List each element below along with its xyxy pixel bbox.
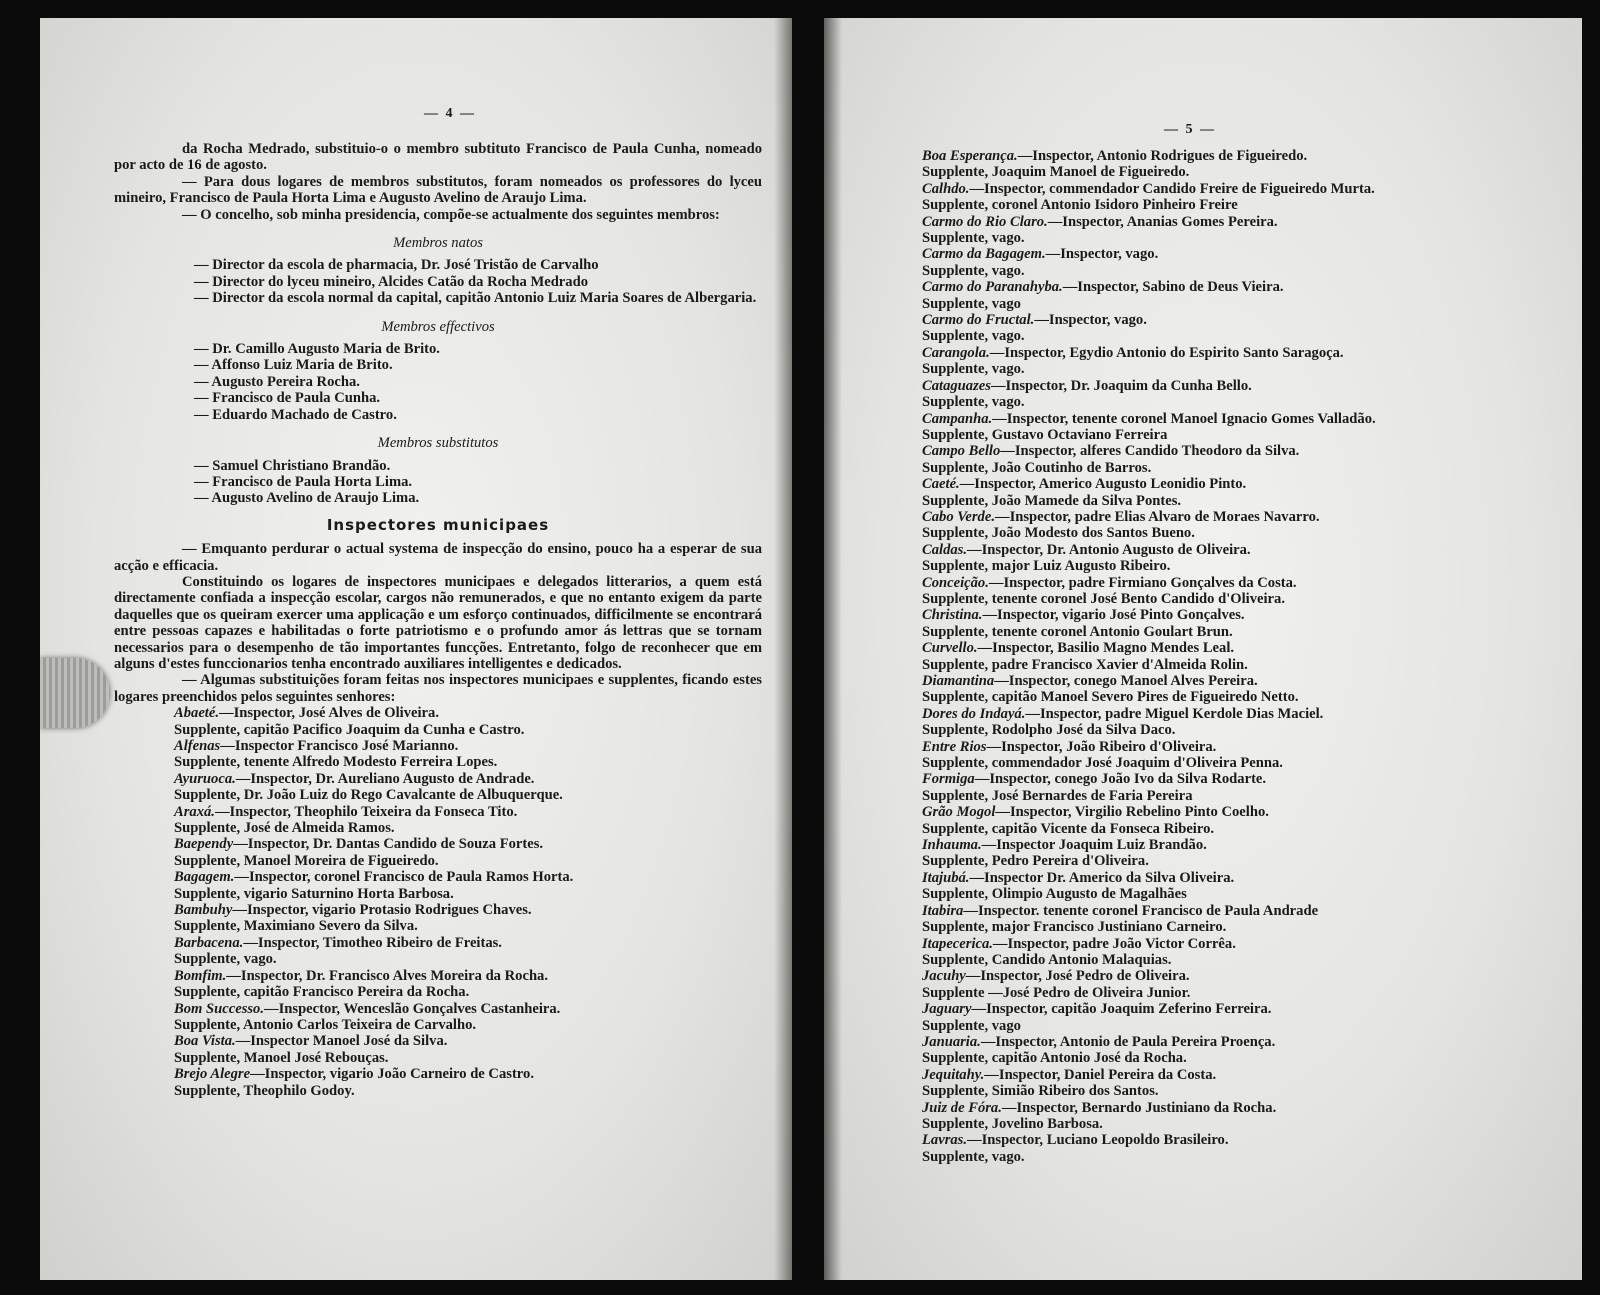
entry-text: Supplente, commendador José Joaquim d'Oliveira Penna. [922, 755, 1283, 772]
municipality-name: Januaria. [922, 1033, 981, 1050]
page-gutter-shadow [824, 18, 842, 1280]
municipality-name: Formiga [922, 771, 975, 788]
municipality-name: Calhdo. [922, 180, 970, 197]
entry-text: Supplente, Manoel Moreira de Figueiredo. [174, 852, 439, 869]
entry-text: —Inspector, Antonio de Paula Pereira Proença. [980, 1033, 1276, 1050]
list-item [922, 706, 1542, 722]
list-item [922, 1100, 1542, 1116]
list-item [922, 886, 1542, 902]
municipality-name: Brejo Alegre [174, 1066, 251, 1083]
list-item [922, 689, 1542, 705]
list-item [174, 902, 762, 918]
entry-text: —Inspector, conego Manoel Alves Pereira. [994, 673, 1258, 689]
list-item [174, 754, 762, 770]
entry-text: —Inspector, Americo Augusto Leonidio Pinto. [959, 476, 1247, 493]
entry-text: Supplente, Antonio Carlos Teixeira de Carvalho. [174, 1016, 477, 1033]
list-item [922, 1149, 1542, 1165]
list-item [922, 804, 1542, 820]
municipality-name: Carmo do Fructal. [922, 312, 1035, 329]
list-item [922, 214, 1542, 230]
list-item [922, 460, 1542, 476]
list-item [922, 722, 1542, 738]
municipality-name: Itapecerica. [922, 935, 993, 952]
list-item [174, 984, 762, 1000]
list-item [174, 951, 762, 967]
entry-text: Supplente, capitão Francisco Pereira da Rocha. [174, 984, 470, 1001]
municipality-name: Bambuhy [174, 902, 233, 919]
left-page [40, 18, 792, 1280]
right-text-block [922, 148, 1542, 1165]
entry-text: Supplente, Theophilo Godoy. [174, 1082, 355, 1099]
list-item [922, 1083, 1542, 1099]
entry-text: Supplente, vago. [922, 1148, 1025, 1165]
municipality-name: Abaeté. [174, 705, 219, 722]
entry-text: —Inspector, coronel Francisco de Paula Ramos Horta. [234, 869, 574, 886]
entry-text: Supplente, Pedro Pereira d'Oliveira. [922, 853, 1149, 870]
municipality-name: Itabira [922, 902, 964, 919]
entry-text: —Inspector, vago. [1045, 246, 1159, 263]
entry-text: Supplente, vago. [922, 361, 1025, 378]
municipality-name: Dores do Indayá. [922, 705, 1026, 722]
member-item: — Director da escola normal da capital, capitão Antonio Luiz Maria Soares de Albergaria. [194, 290, 757, 307]
list-item [922, 542, 1542, 558]
member-item: — Francisco de Paula Horta Lima. [194, 473, 413, 490]
list-item [922, 788, 1542, 804]
list-item [174, 935, 762, 951]
list-item [922, 443, 1542, 459]
page-gutter-shadow [774, 18, 792, 1280]
entry-text: —Inspector, padre Miguel Kerdole Dias Maciel. [1025, 705, 1324, 722]
entry-text: Supplente, José Bernardes de Faria Pereira [922, 787, 1193, 804]
entry-text: —Inspector, Ananias Gomes Pereira. [1047, 213, 1278, 230]
entry-text: Supplente, major Francisco Justiniano Carneiro. [922, 919, 1227, 936]
member-item: — Augusto Avelino de Araujo Lima. [194, 490, 420, 507]
municipality-name: Boa Esperança. [922, 148, 1018, 164]
municipality-name: Cataguazes [922, 377, 991, 394]
page-number: — 5 — [1164, 122, 1216, 137]
list-item [922, 1018, 1542, 1034]
paragraph: — Para dous logares de membros substitutos, foram nomeados os professores do lyceu mineiro, Francisco de Paula Horta Lima e Augusto Avelino de Araujo Lima. [114, 173, 762, 207]
list-item [922, 509, 1542, 525]
entry-text: Supplente, coronel Antonio Isidoro Pinheiro Freire [922, 197, 1238, 214]
entry-text: Supplente, Rodolpho José da Silva Daco. [922, 722, 1176, 739]
entry-text: Supplente, capitão Pacifico Joaquim da Cunha e Castro. [174, 721, 525, 738]
list-item [922, 296, 1542, 312]
list-item [174, 787, 762, 803]
entry-text: —Inspector, Wenceslão Gonçalves Castanheira. [264, 1000, 561, 1017]
list-item [922, 476, 1542, 492]
list-item [174, 918, 762, 934]
list-item [922, 853, 1542, 869]
entry-text: —Inspector, padre João Victor Corrêa. [992, 935, 1236, 952]
list-item [922, 279, 1542, 295]
list-item [922, 411, 1542, 427]
list-item [174, 1066, 762, 1082]
list-item [922, 246, 1542, 262]
inspectores-paragraphs [114, 541, 762, 705]
list-item [922, 312, 1542, 328]
municipality-name: Carmo do Rio Claro. [922, 213, 1048, 230]
municipality-name: Campo Bello [922, 443, 1001, 460]
municipality-name: Carangola. [922, 344, 990, 361]
paragraph: Constituindo os logares de inspectores municipaes e delegados litterarios, a quem está directamente confiada a inspecção escolar, cargos não remunerados, e que no entanto exigem da parte daquelles que os queiram exercer uma applicação e um esforço continuados, difficilmente se encontrará entre pessoas capazes e habilitadas o forte patriotismo e o profundo amor ás lettras que se tornam necessarios para o desempenho de tão importantes funcções. Entretanto, folgo de reconhecer que em alguns d'estes funccionarios tenha encontrado auxiliares intelligentes e dedicados. [114, 573, 762, 672]
list-item [922, 1050, 1542, 1066]
list-item [922, 493, 1542, 509]
list-item [922, 640, 1542, 656]
list-item [174, 705, 762, 721]
municipality-name: Caeté. [922, 476, 960, 493]
entry-text: Supplente, vago. [922, 230, 1025, 247]
municipality-name: Caldas. [922, 541, 968, 558]
entry-text: Supplente, Candido Antonio Malaquias. [922, 951, 1172, 968]
list-item [922, 1116, 1542, 1132]
list-item [922, 985, 1542, 1001]
entry-text: —Inspector, Basilio Magno Mendes Leal. [977, 640, 1235, 657]
entry-text: —Inspector, Dr. Francisco Alves Moreira da Rocha. [226, 967, 549, 984]
entry-text: —Inspector, Timotheo Ribeiro de Freitas. [243, 934, 502, 951]
entry-text: Supplente, capitão Vicente da Fonseca Ribeiro. [922, 820, 1215, 837]
list-item [174, 804, 762, 820]
entry-text: —Inspector, vago. [1034, 312, 1147, 329]
list-item [922, 558, 1542, 574]
member-item: — Eduardo Machado de Castro. [194, 406, 397, 423]
list-item [922, 575, 1542, 591]
municipality-name: Cabo Verde. [922, 508, 995, 525]
entry-text: Supplente, Manoel José Rebouças. [174, 1049, 389, 1066]
entry-text: —Inspector, Sabino de Deus Vieira. [1062, 279, 1284, 296]
entry-text: Supplente, José de Almeida Ramos. [174, 820, 395, 837]
municipality-name: Araxá. [174, 803, 215, 820]
municipality-name: Diamantina [922, 673, 995, 689]
entry-text: —Inspector, Antonio Rodrigues de Figueiredo. [1017, 148, 1308, 164]
intro-paragraphs [114, 141, 762, 223]
entry-text: Supplente —José Pedro de Oliveira Junior. [922, 984, 1191, 1001]
section-heading: Inspectores municipaes [326, 515, 550, 534]
list-item [922, 919, 1542, 935]
list-item [174, 836, 762, 852]
member-item: — Francisco de Paula Cunha. [194, 390, 381, 407]
entry-text: Supplente, tenente Alfredo Modesto Ferreira Lopes. [174, 754, 498, 771]
municipality-name: Juiz de Fóra. [922, 1099, 1002, 1116]
entry-text: —Inspector, Theophilo Teixeira da Fonseca Tito. [214, 803, 518, 820]
municipality-name: Campanha. [922, 410, 993, 427]
list-item [922, 181, 1542, 197]
list-item [922, 771, 1542, 787]
entry-text: Supplente, major Luiz Augusto Ribeiro. [922, 558, 1171, 575]
list-item [174, 886, 762, 902]
list-item [174, 1001, 762, 1017]
entry-text: —Inspector, vigario Protasio Rodrigues Chaves. [232, 902, 532, 919]
list-item [922, 952, 1542, 968]
membros-natos-list [114, 257, 762, 306]
entry-text: —Inspector Francisco José Marianno. [220, 738, 459, 754]
entry-text: Supplente, Simião Ribeiro dos Santos. [922, 1083, 1159, 1100]
municipality-name: Grão Mogol [922, 804, 996, 821]
entry-text: —Inspector Dr. Americo da Silva Oliveira. [969, 869, 1235, 886]
municipality-name: Christina. [922, 607, 983, 624]
list-item [922, 1034, 1542, 1050]
list-item [922, 361, 1542, 377]
municipality-name: Jaguary [922, 1001, 972, 1018]
entry-text: Supplente, vago [922, 1017, 1021, 1034]
entry-text: —Inspector Joaquim Luiz Brandão. [981, 837, 1207, 854]
entry-text: —Inspector, Dr. Aureliano Augusto de Andrade. [235, 770, 535, 787]
left-text-block [114, 141, 762, 1099]
list-item [174, 1083, 762, 1099]
municipality-name: Ayuruoca. [174, 770, 236, 787]
municipality-name: Curvello. [922, 640, 978, 657]
paragraph: — Algumas substituições foram feitas nos inspectores municipaes e supplentes, ficando estes logares preenchidos pelos seguintes senhores: [114, 672, 762, 705]
list-item [922, 263, 1542, 279]
entry-text: —Inspector, Dr. Dantas Candido de Souza Fortes. [233, 836, 544, 853]
entry-text: Supplente, tenente coronel Antonio Goulart Brun. [922, 623, 1233, 640]
member-item: — Samuel Christiano Brandão. [194, 457, 391, 474]
municipality-name: Bagagem. [174, 869, 235, 886]
list-item [922, 903, 1542, 919]
entry-text: —Inspector Manoel José da Silva. [235, 1033, 448, 1050]
list-item [174, 968, 762, 984]
municipality-name: Inhauma. [922, 837, 982, 854]
municipality-name: Bomfim. [174, 967, 227, 984]
municipality-name: Barbacena. [174, 934, 244, 951]
list-item [922, 607, 1542, 623]
list-item [174, 722, 762, 738]
list-item [922, 657, 1542, 673]
list-item [174, 1050, 762, 1066]
list-item [922, 1067, 1542, 1083]
list-item [922, 148, 1542, 164]
municipality-name: Boa Vista. [174, 1033, 236, 1050]
entry-text: —Inspector, padre Elias Alvaro de Moraes Navarro. [994, 508, 1320, 525]
list-item [922, 591, 1542, 607]
list-item [922, 755, 1542, 771]
member-item: — Dr. Camillo Augusto Maria de Brito. [194, 341, 440, 358]
list-item [922, 394, 1542, 410]
list-item [922, 821, 1542, 837]
municipality-name: Itajubá. [922, 869, 970, 886]
list-item [922, 968, 1542, 984]
list-item [922, 230, 1542, 246]
entry-text: —Inspector, Bernardo Justiniano da Rocha. [1001, 1099, 1277, 1116]
entry-text: —Inspector, Luciano Leopoldo Brasileiro. [967, 1132, 1229, 1149]
entry-text: —Inspector, Dr. Joaquim da Cunha Bello. [990, 377, 1252, 394]
entry-text: Supplente, vago. [922, 328, 1025, 345]
entry-text: Supplente, tenente coronel José Bento Candido d'Oliveira. [922, 590, 1285, 607]
list-item [922, 739, 1542, 755]
membros-substitutos-title: Membros substitutos [377, 435, 499, 452]
list-item [174, 820, 762, 836]
entry-text: Supplente, Joaquim Manoel de Figueiredo. [922, 164, 1190, 181]
entry-text: Supplente, vigario Saturnino Horta Barbosa. [174, 885, 454, 902]
member-item: — Director da escola de pharmacia, Dr. José Tristão de Carvalho [194, 257, 599, 274]
list-item [922, 345, 1542, 361]
entry-text: Supplente, Jovelino Barbosa. [922, 1115, 1103, 1132]
entry-text: —Inspector, José Pedro de Oliveira. [965, 968, 1190, 985]
member-item: — Augusto Pereira Rocha. [194, 373, 360, 390]
municipality-name: Carmo do Paranahyba. [922, 279, 1063, 296]
entry-text: Supplente, vago. [922, 394, 1025, 411]
left-entry-list [114, 705, 762, 1099]
municipality-name: Baependy [174, 836, 234, 853]
membros-effectivos-title: Membros effectivos [381, 318, 495, 335]
municipality-name: Jacuhy [922, 968, 966, 985]
entry-text: —Inspector, tenente coronel Manoel Ignacio Gomes Valladão. [992, 410, 1376, 427]
entry-text: Supplente, Gustavo Octaviano Ferreira [922, 426, 1168, 443]
list-item [174, 1033, 762, 1049]
membros-substitutos-list [114, 458, 762, 507]
municipality-name: Entre Rios [922, 738, 987, 755]
entry-text: Supplente, padre Francisco Xavier d'Almeida Rolin. [922, 656, 1248, 673]
entry-text: —Inspector, Egydio Antonio do Espirito Santo Saragoça. [989, 344, 1344, 361]
right-page [824, 18, 1582, 1280]
entry-text: Supplente, João Modesto dos Santos Bueno. [922, 525, 1195, 542]
list-item [922, 624, 1542, 640]
entry-text: Supplente, vago [922, 295, 1021, 312]
entry-text: —Inspector, Daniel Pereira da Costa. [984, 1066, 1217, 1083]
municipality-name: Lavras. [922, 1132, 967, 1149]
entry-text: Supplente, João Coutinho de Barros. [922, 459, 1152, 476]
entry-text: —Inspector, conego João Ivo da Silva Rodarte. [974, 771, 1267, 788]
member-item: — Director do lyceu mineiro, Alcides Catão da Rocha Medrado [194, 273, 588, 290]
entry-text: —Inspector. tenente coronel Francisco de Paula Andrade [963, 902, 1319, 919]
entry-text: —Inspector, alferes Candido Theodoro da Silva. [1000, 443, 1300, 460]
entry-text: Supplente, capitão Manoel Severo Pires de Figueiredo Netto. [922, 689, 1299, 706]
membros-effectivos-list [114, 341, 762, 423]
list-item [174, 738, 762, 754]
list-item [174, 1017, 762, 1033]
list-item [922, 936, 1542, 952]
member-item: — Affonso Luiz Maria de Brito. [194, 357, 393, 374]
entry-text: Supplente, capitão Antonio José da Rocha. [922, 1050, 1187, 1067]
membros-natos-title: Membros natos [393, 235, 483, 252]
binding-tab [40, 658, 110, 728]
entry-text: Supplente, Maximiano Severo da Silva. [174, 918, 418, 935]
list-item [174, 869, 762, 885]
page-number: — 4 — [424, 106, 476, 121]
entry-text: —Inspector, Virgilio Rebelino Pinto Coelho. [995, 804, 1269, 821]
list-item [922, 197, 1542, 213]
entry-text: Supplente, Olimpio Augusto de Magalhães [922, 886, 1187, 903]
list-item [922, 378, 1542, 394]
right-entry-list [922, 148, 1542, 1165]
entry-text: —Inspector, padre Firmiano Gonçalves da Costa. [988, 574, 1297, 591]
municipality-name: Carmo da Bagagem. [922, 246, 1046, 263]
municipality-name: Jequitahy. [922, 1066, 985, 1083]
entry-text: Supplente, vago. [174, 951, 277, 968]
list-item [922, 1132, 1542, 1148]
entry-text: —Inspector, vigario João Carneiro de Castro. [250, 1066, 534, 1083]
list-item [174, 853, 762, 869]
entry-text: —Inspector, vigario José Pinto Gonçalves. [982, 607, 1245, 624]
list-item [922, 427, 1542, 443]
entry-text: —Inspector, José Alves de Oliveira. [219, 705, 439, 722]
list-item [922, 525, 1542, 541]
entry-text: —Inspector, capitão Joaquim Zeferino Ferreira. [971, 1001, 1272, 1018]
entry-text: —Inspector, commendador Candido Freire de Figueiredo Murta. [969, 180, 1375, 197]
list-item [922, 870, 1542, 886]
list-item [922, 1001, 1542, 1017]
entry-text: —Inspector, João Ribeiro d'Oliveira. [986, 738, 1217, 755]
list-item [922, 837, 1542, 853]
entry-text: Supplente, vago. [922, 262, 1025, 279]
paragraph: — Emquanto perdurar o actual systema de inspecção do ensino, pouco ha a esperar de sua acção e efficacia. [114, 541, 762, 574]
paragraph: da Rocha Medrado, substituio-o o membro subtituto Francisco de Paula Cunha, nomeado por acto de 16 de agosto. [114, 141, 762, 174]
list-item [922, 164, 1542, 180]
entry-text: Supplente, João Mamede da Silva Pontes. [922, 492, 1182, 509]
entry-text: Supplente, Dr. João Luiz do Rego Cavalcante de Albuquerque. [174, 787, 563, 804]
municipality-name: Conceição. [922, 574, 989, 591]
entry-text: —Inspector, Dr. Antonio Augusto de Oliveira. [967, 541, 1251, 558]
municipality-name: Bom Successo. [174, 1000, 264, 1017]
list-item [922, 328, 1542, 344]
list-item [174, 771, 762, 787]
municipality-name: Alfenas [174, 738, 221, 754]
paragraph: — O concelho, sob minha presidencia, compõe-se actualmente dos seguintes membros: [182, 206, 720, 223]
list-item [922, 673, 1542, 689]
